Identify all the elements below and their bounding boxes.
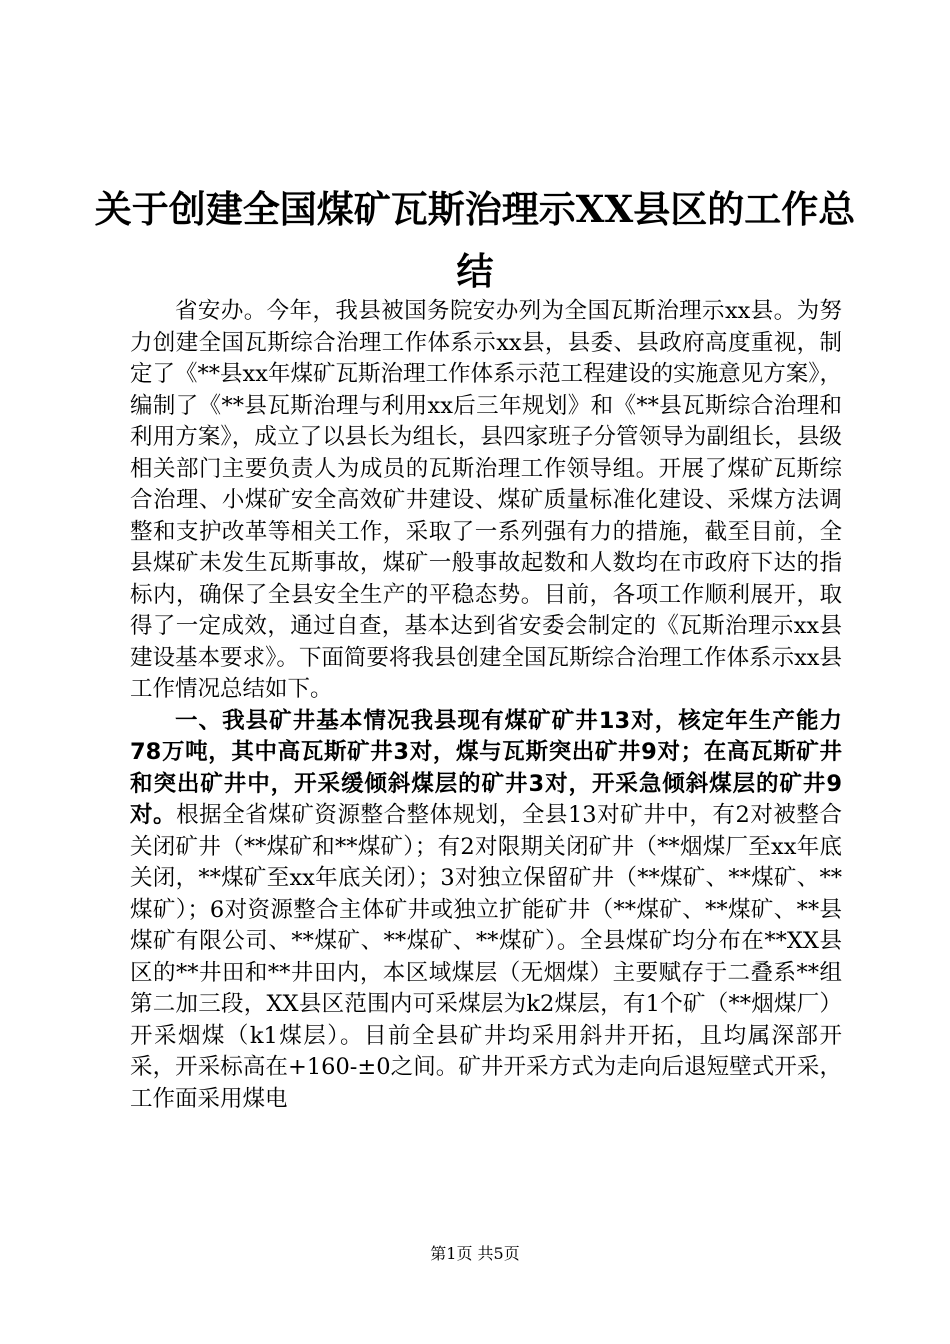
paragraph-intro: 省安办。今年，我县被国务院安办列为全国瓦斯治理示xx县。为努力创建全国瓦斯综合治理工作体系示xx县，县委、县政府高度重视，制定了《**县xx年煤矿瓦斯治理工作体系示范工程建设的实施意见方案》，编制了《**县瓦斯治理与利用xx后三年规划》和《**县瓦斯综合治理和利用方案》，成立了以县长为组长，县四家班子分管领导为副组长，县级相关部门主要负责人为成员的瓦斯治理工作领导组。开展了煤矿瓦斯综合治理、小煤矿安全高效矿井建设、煤矿质量标准化建设、采煤方法调整和支护改革等相关工作，采取了一系列强有力的措施，截至目前，全县煤矿未发生瓦斯事故，煤矿一般事故起数和人数均在市政府下达的指标内，确保了全县安全生产的平稳态势。目前，各项工作顺利展开，取得了一定成效，通过自查，基本达到省安委会制定的《瓦斯治理示xx县建设基本要求》。下面简要将我县创建全国瓦斯综合治理工作体系示xx县工作情况总结如下。 [130, 298, 842, 702]
paragraph-mine-overview [130, 706, 842, 1116]
section-one-lead: 一、我县矿井基本情况我县现有煤矿矿井13对，核定年生产能力78万吨，其中高瓦斯矿井3对，煤与瓦斯突出矿井9对；在高瓦斯矿井和突出矿井中，开采缓倾斜煤层的矿井3对，开采急倾斜煤层的矿井9对。 [130, 707, 842, 828]
page-footer: 第1页 共5页 [430, 1244, 520, 1263]
document-body [130, 296, 842, 1115]
section-one-body: 根据全省煤矿资源整合整体规划，全县13对矿井中，有2对被整合关闭矿井（**煤矿和**煤矿）；有2对限期关闭矿井（**烟煤厂至xx年底关闭，**煤矿至xx年底关闭）；3对独立保留矿井（**煤矿、**煤矿、**煤矿）；6对资源整合主体矿井或独立扩能矿井（**煤矿、**煤矿、**县煤矿有限公司、**煤矿、**煤矿、**煤矿）。全县煤矿均分布在**XX县区的**井田和**井田内，本区域煤层（无烟煤）主要赋存于二叠系**组第二加三段，XX县区范围内可采煤层为k2煤层，有1个矿（**烟煤厂）开采烟煤（k1煤层）。目前全县矿井均采用斜井开拓，且均属深部开采，开采标高在+160-±0之间。矿井开采方式为走向后退短壁式开采，工作面采用煤电 [130, 802, 842, 1112]
document-title: 关于创建全国煤矿瓦斯治理示XX县区的工作总结 [94, 187, 856, 293]
